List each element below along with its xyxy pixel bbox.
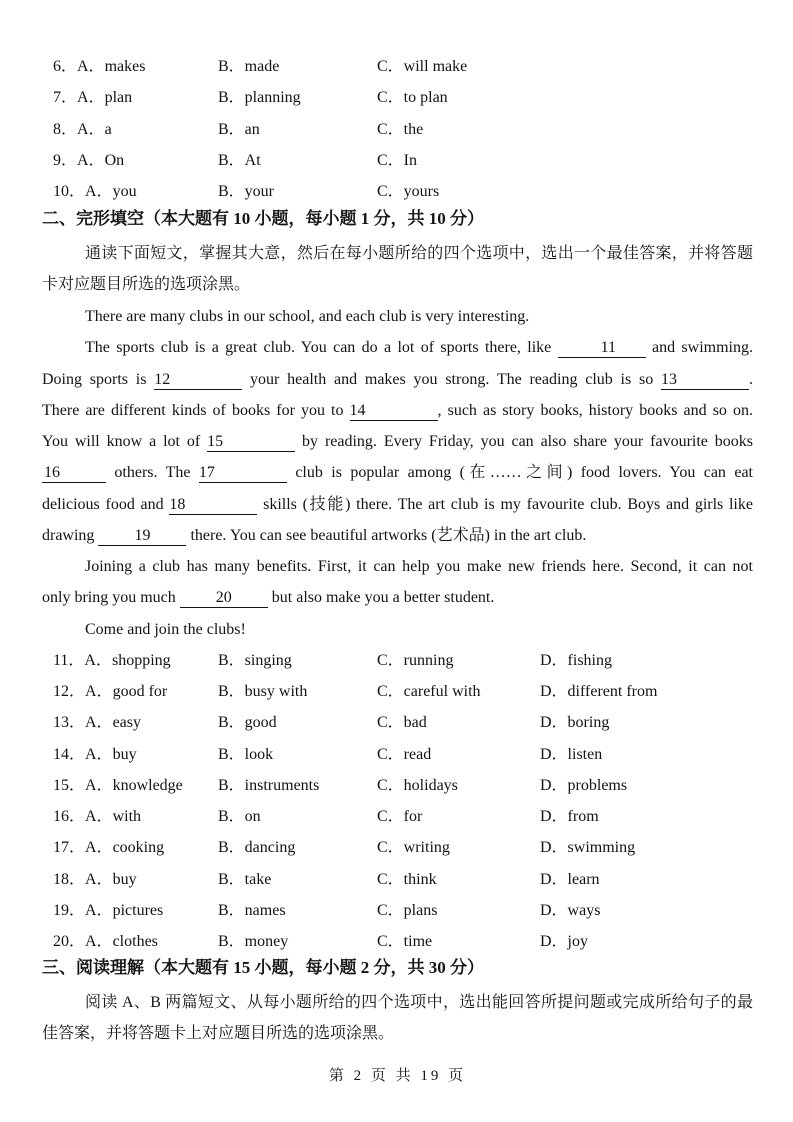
passage-line-7: delicious food and 18 skills (技能) there. The art club is my favourite club. Boys and girls like <box>42 495 753 513</box>
question-12-option-c: C．careful with <box>377 683 481 700</box>
question-9-option-a <box>53 145 218 176</box>
question-14-option-b: B．look <box>218 745 274 763</box>
question-17-option-c: C．writing <box>377 839 450 857</box>
question-6-option-c: C．will make <box>377 58 468 75</box>
passage-line-5: You will know a lot of 15 by reading. Every Friday, you can also share your favourite books <box>42 433 754 450</box>
option-label-text: A．you <box>85 183 137 200</box>
question-20-option-d: D．joy <box>540 933 589 950</box>
question-13-option-c: C．bad <box>377 714 427 732</box>
question-13-option-a <box>53 707 218 738</box>
question-12-option-a <box>53 676 218 707</box>
question-7-option-a <box>53 82 218 113</box>
question-18-option-b: B．take <box>218 870 272 888</box>
blank-13: 13 <box>661 370 749 390</box>
question-row-17 <box>42 832 753 863</box>
question-number: 20． <box>53 933 86 950</box>
question-number: 11． <box>53 651 85 669</box>
passage-line-4: There are different kinds of books for you to 14 , such as story books, history books and so on. <box>42 401 753 419</box>
option-label-text: A．clothes <box>85 933 158 950</box>
question-number: 12． <box>53 683 86 700</box>
question-17-option-a <box>53 832 218 863</box>
passage-line-11: Come and join the clubs! <box>85 620 246 638</box>
question-row-6 <box>42 51 753 82</box>
blank-14: 14 <box>350 401 438 421</box>
question-15-option-c: C．holidays <box>377 776 458 794</box>
section3-instructions-line-1: 阅读 A、B 两篇短文、从每小题所给的四个选项中，选出能回答所提问题或完成所给句子的最 <box>85 993 753 1011</box>
question-number: 15． <box>53 776 86 794</box>
question-16-option-a <box>53 801 218 832</box>
question-number: 10． <box>53 183 86 200</box>
blank-17: 17 <box>199 463 287 483</box>
option-label-text: A．knowledge <box>85 776 183 794</box>
question-row-16 <box>42 801 753 832</box>
section2-heading: 二、完形填空（本大题有 10 小题，每小题 1 分，共 10 分） <box>42 209 484 229</box>
question-number: 6． <box>53 58 78 75</box>
option-label-text: A．with <box>85 808 142 825</box>
question-6-option-a <box>53 51 218 82</box>
question-11-option-a <box>53 645 218 676</box>
question-number: 8． <box>53 120 78 138</box>
question-number: 16． <box>53 808 86 825</box>
question-row-18 <box>42 864 753 895</box>
part1-option-rows <box>42 51 753 207</box>
question-8-option-a <box>53 114 218 145</box>
question-row-11 <box>42 645 753 676</box>
question-row-14 <box>42 739 753 770</box>
question-9-option-b: B．At <box>218 151 261 169</box>
option-label-text: A．easy <box>85 714 142 732</box>
question-12-option-d: D．different from <box>540 683 658 700</box>
question-14-option-d: D．listen <box>540 745 603 763</box>
passage-line-1: There are many clubs in our school, and each club is very interesting. <box>85 308 530 325</box>
option-label-text: A．On <box>77 151 125 169</box>
question-15-option-d: D．problems <box>540 776 628 794</box>
option-label-text: A．cooking <box>85 839 165 857</box>
question-16-option-d: D．from <box>540 808 599 825</box>
section3-instructions <box>42 987 753 1050</box>
passage-line-2: The sports club is a great club. You can do a lot of sports there, like 11 and swimming. <box>85 339 753 357</box>
blank-18: 18 <box>169 495 257 515</box>
passage-line-9: Joining a club has many benefits. First, it can help you make new friends here. Second, it can not <box>85 558 753 575</box>
question-row-7 <box>42 82 753 113</box>
question-19-option-c: C．plans <box>377 901 438 919</box>
question-row-12 <box>42 676 753 707</box>
passage-line-10: only bring you much 20 but also make you a better student. <box>42 589 495 607</box>
option-label-text: A．a <box>77 120 112 138</box>
question-17-option-d: D．swimming <box>540 839 636 857</box>
page-footer: 第 2 页 共 19 页 <box>328 1068 467 1084</box>
passage-line-3: Doing sports is 12 your health and makes you strong. The reading club is so 13 . <box>42 370 754 388</box>
question-number: 14． <box>53 745 86 763</box>
option-label-text: A．buy <box>85 745 137 763</box>
question-19-option-d: D．ways <box>540 901 601 919</box>
option-label-text: A．good for <box>85 683 168 700</box>
question-number: 19． <box>53 901 86 919</box>
question-row-15 <box>42 770 753 801</box>
question-17-option-b: B．dancing <box>218 839 296 857</box>
blank-16: 16 <box>42 463 106 483</box>
question-row-19 <box>42 895 753 926</box>
blank-12: 12 <box>154 370 242 390</box>
option-label-text: A．makes <box>77 58 146 75</box>
question-19-option-a <box>53 895 218 926</box>
section2-instructions-line-1: 通读下面短文，掌握其大意，然后在每小题所给的四个选项中，选出一个最佳答案，并将答题 <box>85 244 753 262</box>
question-7-option-b: B．planning <box>218 89 301 107</box>
question-number: 18． <box>53 870 86 888</box>
passage-line-6: 16 others. The 17 club is popular among (在……之间) food lovers. You can eat <box>44 464 753 482</box>
question-10-option-b: B．your <box>218 183 275 200</box>
cloze-passage <box>42 301 753 645</box>
blank-19: 19 <box>98 526 186 546</box>
option-label-text: A．buy <box>85 870 137 888</box>
question-7-option-c: C．to plan <box>377 89 448 107</box>
question-11-option-c: C．running <box>377 651 454 669</box>
question-8-option-b: B．an <box>218 120 260 138</box>
question-15-option-b: B．instruments <box>218 776 320 794</box>
question-number: 17． <box>53 839 86 857</box>
question-number: 9． <box>53 151 78 169</box>
question-13-option-b: B．good <box>218 714 277 732</box>
question-15-option-a <box>53 770 218 801</box>
section3-instructions-line-2: 佳答案，并将答题卡上对应题目所选的选项涂黑。 <box>42 1024 395 1042</box>
question-10-option-c: C．yours <box>377 183 440 200</box>
question-16-option-c: C．for <box>377 808 423 825</box>
cloze-option-rows <box>42 645 753 958</box>
question-number: 7． <box>53 89 78 107</box>
section3-heading: 三、阅读理解（本大题有 15 小题，每小题 2 分，共 30 分） <box>42 958 484 978</box>
question-8-option-c: C．the <box>377 120 424 138</box>
blank-15: 15 <box>207 432 295 452</box>
question-18-option-c: C．think <box>377 870 437 888</box>
option-label-text: A．pictures <box>85 901 164 919</box>
question-20-option-c: C．time <box>377 933 433 950</box>
question-19-option-b: B．names <box>218 901 286 919</box>
question-18-option-a <box>53 864 218 895</box>
blank-20: 20 <box>180 588 268 608</box>
question-16-option-b: B．on <box>218 808 261 825</box>
question-row-13 <box>42 707 753 738</box>
section2-instructions <box>42 238 753 301</box>
question-6-option-b: B．made <box>218 58 280 75</box>
question-14-option-c: C．read <box>377 745 432 763</box>
section2-instructions-line-2: 卡对应题目所选的选项涂黑。 <box>42 275 251 293</box>
question-11-option-d: D．fishing <box>540 651 613 669</box>
passage-line-8: drawing 19 there. You can see beautiful artworks (艺术品) in the art club. <box>42 526 587 544</box>
question-number: 13． <box>53 714 86 732</box>
option-label-text: A．shopping <box>84 651 171 669</box>
question-row-8 <box>42 114 753 145</box>
question-9-option-c: C．In <box>377 151 418 169</box>
question-20-option-b: B．money <box>218 933 289 950</box>
question-13-option-d: D．boring <box>540 714 610 732</box>
question-12-option-b: B．busy with <box>218 683 308 700</box>
option-label-text: A．plan <box>77 89 133 107</box>
question-row-9 <box>42 145 753 176</box>
question-14-option-a <box>53 739 218 770</box>
question-11-option-b: B．singing <box>218 651 292 669</box>
blank-11: 11 <box>558 338 646 358</box>
question-18-option-d: D．learn <box>540 870 600 888</box>
